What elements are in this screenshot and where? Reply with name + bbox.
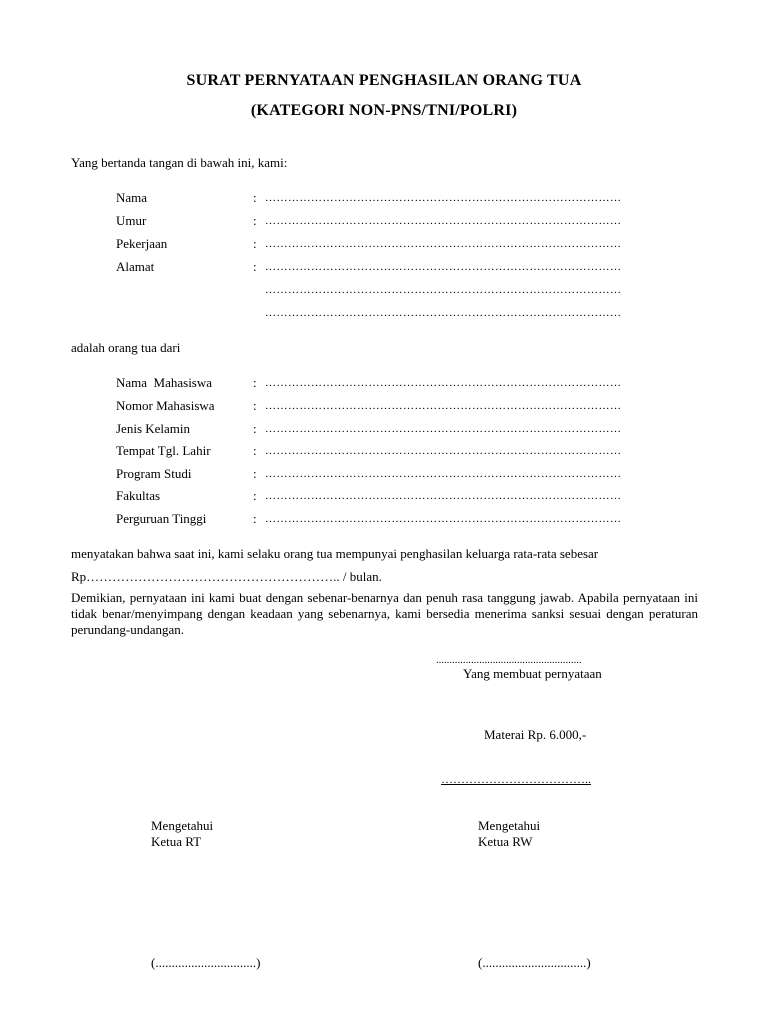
rt-signature-blank[interactable]: (...............................) — [151, 955, 261, 970]
field-label: Program Studi — [116, 466, 192, 481]
field-blank[interactable]: ………………………………………………………………………………… — [265, 490, 622, 502]
field-blank[interactable]: ………………………………………………………………………………… — [265, 192, 622, 204]
declaration-paragraph: Demikian, pernyataan ini kami buat dengan sebenar-benarnya dan penuh rasa tanggung jawab. Apabila pernyataan ini tidak benar/menyimpang dengan keadaan yang sebenarnya, kami bersedia menerima sanksi sesuai dengan peraturan perundang-undangan. — [71, 590, 698, 637]
field-label: Nama Mahasiswa — [116, 375, 213, 390]
field-blank[interactable]: ………………………………………………………………………………… — [265, 513, 622, 525]
field-blank[interactable]: ………………………………………………………………………………… — [265, 445, 622, 457]
field-blank[interactable]: ………………………………………………………………………………… — [265, 468, 622, 480]
field-label: Umur — [116, 213, 147, 228]
field-colon: : — [253, 443, 257, 458]
field-blank[interactable]: ………………………………………………………………………………… — [265, 261, 622, 273]
field-colon: : — [253, 421, 257, 436]
address-extra-blank[interactable]: ………………………………………………………………………………… — [265, 284, 622, 296]
field-label: Perguruan Tinggi — [116, 511, 207, 526]
field-blank[interactable]: ………………………………………………………………………………… — [265, 423, 622, 435]
field-colon: : — [253, 398, 257, 413]
document-subtitle: (KATEGORI NON-PNS/TNI/POLRI) — [250, 102, 518, 119]
field-label: Pekerjaan — [116, 236, 168, 251]
stamp-note: Materai Rp. 6.000,- — [484, 727, 587, 742]
field-label: Fakultas — [116, 488, 161, 503]
field-label: Jenis Kelamin — [116, 421, 191, 436]
witness-role: Ketua RT — [151, 834, 202, 849]
witness-rt — [151, 818, 213, 850]
witness-rw — [478, 818, 540, 850]
witness-role: Ketua RW — [478, 834, 533, 849]
place-date-blank[interactable]: ...................................................... — [436, 655, 582, 666]
witness-heading: Mengetahui — [478, 818, 541, 833]
field-colon: : — [253, 488, 257, 503]
child-intro-text: adalah orang tua dari — [71, 340, 181, 355]
field-label: Tempat Tgl. Lahir — [116, 443, 211, 458]
document-title: SURAT PERNYATAAN PENGHASILAN ORANG TUA — [186, 72, 582, 89]
maker-label: Yang membuat pernyataan — [463, 666, 602, 681]
field-blank[interactable]: ………………………………………………………………………………… — [265, 238, 622, 250]
field-colon: : — [253, 236, 257, 251]
field-colon: : — [253, 213, 257, 228]
witness-heading: Mengetahui — [151, 818, 214, 833]
rw-signature-blank[interactable]: (................................) — [478, 955, 591, 970]
field-label: Alamat — [116, 259, 155, 274]
field-blank[interactable]: ………………………………………………………………………………… — [265, 400, 622, 412]
field-blank[interactable]: ………………………………………………………………………………… — [265, 215, 622, 227]
field-colon: : — [253, 511, 257, 526]
income-amount-line[interactable]: Rp………………………………………………….. / bulan. — [71, 569, 382, 584]
field-colon: : — [253, 190, 257, 205]
address-extra-blank[interactable]: ………………………………………………………………………………… — [265, 307, 622, 319]
field-colon: : — [253, 375, 257, 390]
field-colon: : — [253, 259, 257, 274]
income-statement: menyatakan bahwa saat ini, kami selaku orang tua mempunyai penghasilan keluarga rata-rata sebesar — [71, 546, 599, 561]
field-label: Nama — [116, 190, 148, 205]
field-colon: : — [253, 466, 257, 481]
field-blank[interactable]: ………………………………………………………………………………… — [265, 377, 622, 389]
maker-name-blank[interactable]: ……………………………….. — [441, 772, 591, 786]
field-label: Nomor Mahasiswa — [116, 398, 215, 413]
intro-text: Yang bertanda tangan di bawah ini, kami: — [71, 155, 288, 170]
